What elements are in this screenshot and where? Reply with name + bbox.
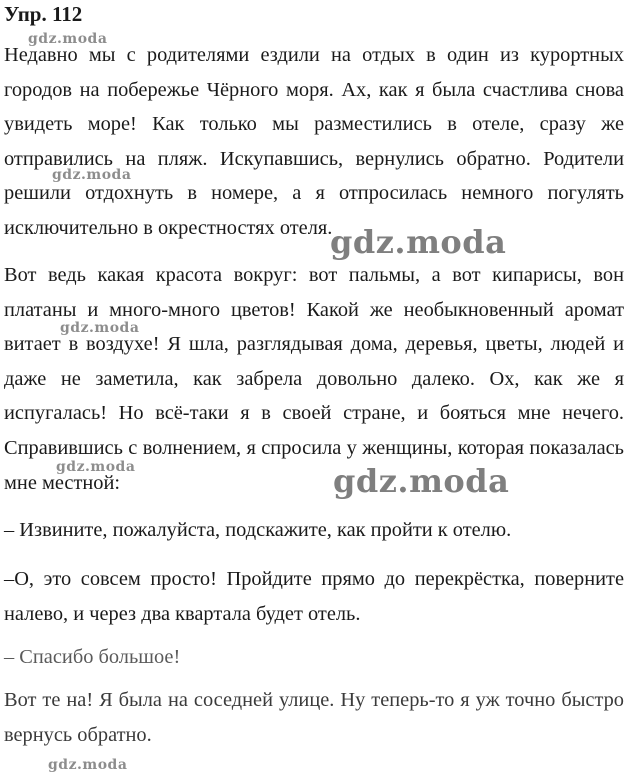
watermark: gdz.moda [28,31,108,47]
watermark: gdz.moda [60,320,140,336]
watermark: gdz.moda [52,167,132,183]
dialogue-thanks: – Спасибо большое! [4,646,181,668]
paragraph-final: Вот те на! Я была на соседней улице. Ну теперь-то я уж точно быстро вернусь обратно. [4,689,624,746]
paragraph-1: Недавно мы с родителями ездили на отдых в один из курортных городов на побережье Чёрного моря. Ах, как я была счастлива снова увидеть море! Как только мы разместились в отеле, сразу же отправились на пляж. Искупавшись, вернулись обратно. Родители решили отдохнуть в номере, а я отпросилась немного погулять исключительно в окрестностях отеля. [4,44,624,239]
exercise-title: Упр. 112 [4,2,83,26]
paragraph-2: Вот ведь какая красота вокруг: вот пальмы, а вот кипарисы, вон платаны и много-много цветов! Какой же необыкновенный аромат витает в воздухе! Я шла, разглядывая дома, деревья, цветы, людей и даже не заметила, как забрела довольно далеко. Ох, как же я испугалась! Но всё-таки я в своей стране, и бояться мне нечего. Справившись с волнением, я спросила у женщины, которая показалась мне местной: [4,264,624,494]
watermark-large: gdz.moda [333,462,510,500]
dialogue-question: – Извините, пожалуйста, подскажите, как пройти к отелю. [4,519,512,541]
watermark-large: gdz.moda [330,223,507,261]
dialogue-answer: –О, это совсем просто! Пройдите прямо до перекрёстка, поверните налево, и через два квартала будет отель. [4,568,624,625]
watermark: gdz.moda [48,757,128,773]
watermark: gdz.moda [56,459,136,475]
